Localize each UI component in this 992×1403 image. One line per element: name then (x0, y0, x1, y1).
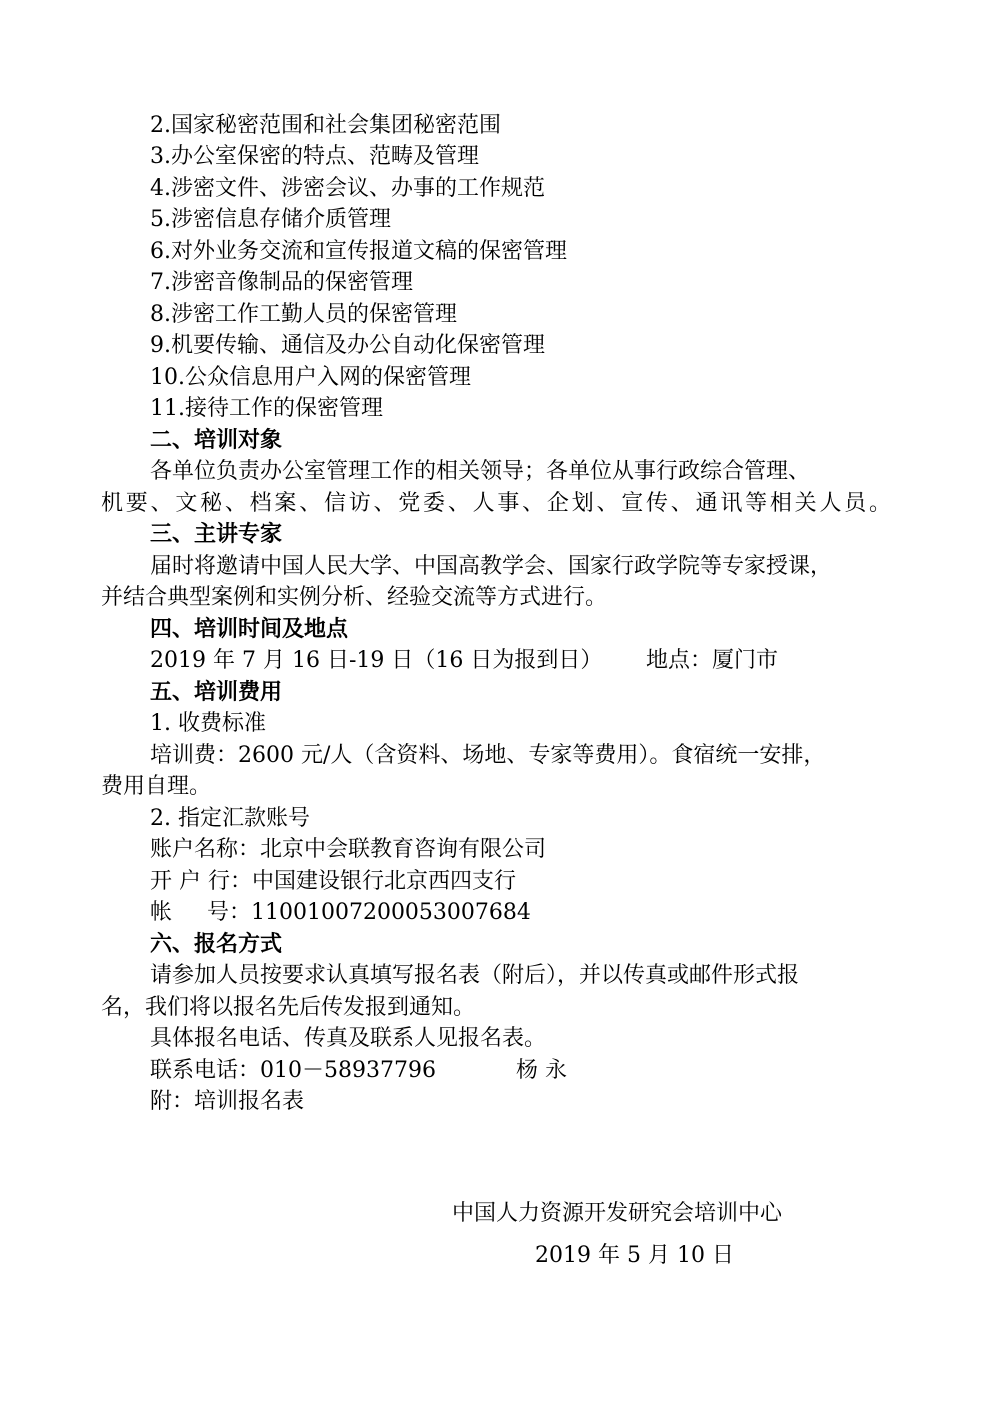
section-heading-audience: 二、培训对象 (150, 428, 283, 453)
contact-person: 杨 永 (516, 1058, 567, 1083)
bank-label: 开 户 行： (150, 869, 252, 894)
paragraph-line: 具体报名电话、传真及联系人见报名表。 (150, 1026, 547, 1051)
paragraph-line: 并结合典型案例和实例分析、经验交流等方式进行。 (101, 585, 608, 610)
paragraph-line: 各单位负责办公室管理工作的相关领导；各单位从事行政综合管理、 (150, 459, 811, 484)
paragraph-line: 名，我们将以报名先后传发报到通知。 (101, 995, 476, 1020)
bank-value: 中国建设银行北京西四支行 (252, 869, 517, 894)
section-heading-time-place: 四、培训时间及地点 (150, 617, 349, 642)
paragraph-line: 机要、文秘、档案、信访、党委、人事、企划、宣传、通讯等相关人员。 (101, 491, 891, 516)
list-item: 2.国家秘密范围和社会集团秘密范围 (150, 113, 501, 138)
bank-line (150, 866, 516, 897)
attachment-note: 附：培训报名表 (150, 1089, 305, 1114)
account-number-line (150, 897, 531, 928)
paragraph-line: 届时将邀请中国人民大学、中国高教学会、国家行政学院等专家授课， (150, 554, 833, 579)
signature-organization: 中国人力资源开发研究会培训中心 (452, 1201, 783, 1226)
list-item: 4.涉密文件、涉密会议、办事的工作规范 (150, 176, 545, 201)
section-heading-fees: 五、培训费用 (150, 680, 283, 705)
training-time: 2019 年 7 月 16 日-19 日（16 日为报到日） (150, 648, 603, 673)
contact-phone: 联系电话：010－58937796 (150, 1058, 436, 1083)
paragraph-line: 培训费：2600 元/人（含资料、场地、专家等费用）。食宿统一安排， (150, 743, 826, 768)
sub-heading: 2. 指定汇款账号 (150, 806, 310, 831)
paragraph-line: 费用自理。 (101, 774, 212, 799)
account-name: 账户名称：北京中会联教育咨询有限公司 (150, 837, 547, 862)
list-item: 5.涉密信息存储介质管理 (150, 207, 391, 232)
list-item: 9.机要传输、通信及办公自动化保密管理 (150, 333, 545, 358)
account-number-value: 11001007200053007684 (250, 900, 531, 925)
list-item: 6.对外业务交流和宣传报道文稿的保密管理 (150, 239, 567, 264)
list-item: 3.办公室保密的特点、范畴及管理 (150, 144, 479, 169)
section-heading-registration: 六、报名方式 (150, 932, 283, 957)
paragraph-line: 请参加人员按要求认真填写报名表（附后），并以传真或邮件形式报 (150, 963, 800, 988)
list-item: 7.涉密音像制品的保密管理 (150, 270, 413, 295)
list-item: 8.涉密工作工勤人员的保密管理 (150, 302, 457, 327)
sub-heading: 1. 收费标准 (150, 711, 266, 736)
training-place: 地点：厦门市 (646, 648, 779, 673)
signature-date: 2019 年 5 月 10 日 (535, 1243, 734, 1268)
section-heading-experts: 三、主讲专家 (150, 522, 283, 547)
account-number-label: 帐 号： (150, 900, 251, 925)
list-item: 10.公众信息用户入网的保密管理 (150, 365, 471, 390)
list-item: 11.接待工作的保密管理 (150, 396, 383, 421)
